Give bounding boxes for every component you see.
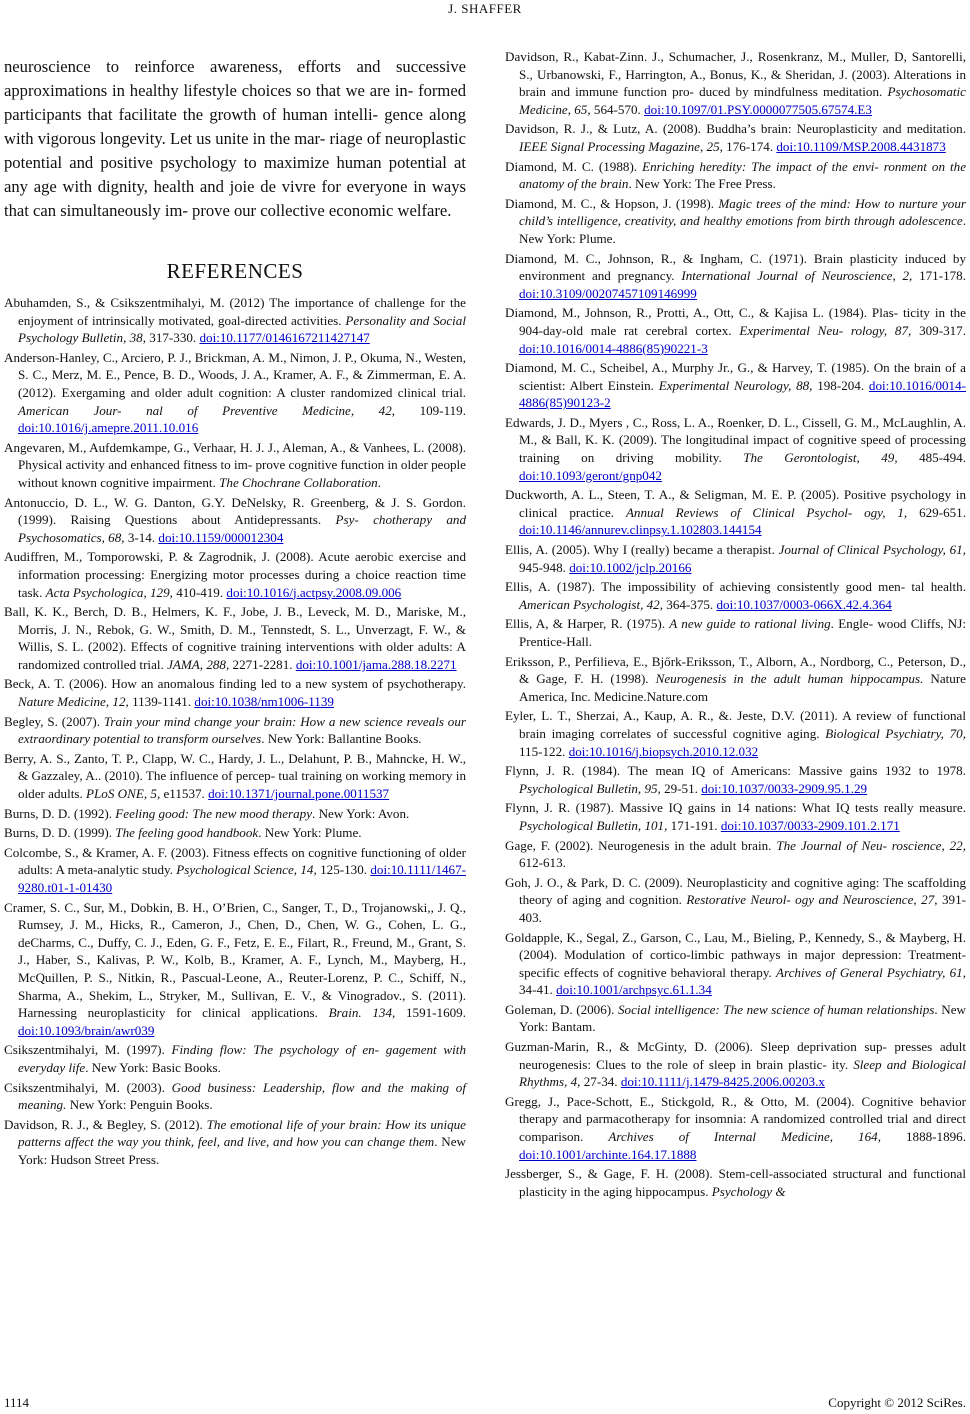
reference-pages: 1591-1609.	[395, 1005, 466, 1021]
reference-entry	[505, 414, 966, 484]
reference-entry	[505, 195, 966, 248]
doi-link[interactable]: doi:10.1016/j.amepre.2011.10.016	[18, 420, 199, 436]
reference-text: Flynn, J. R. (1984). The mean IQ of Americans: Massive gains 1932 to 1978.	[505, 763, 966, 779]
reference-text: Diamond, M., Johnson, R., Protti, A., Ott, C., & Kajisa L. (1984). Plas- ticity in the 904-day-old male rat cerebral cortex.	[505, 305, 966, 338]
doi-link[interactable]: doi:10.1037/0033-2909.95.1.29	[701, 780, 868, 796]
reference-source: International Journal of Neuroscience, 2,	[681, 268, 913, 284]
reference-text: Ellis, A. (2005). Why I (really) became a therapist.	[505, 542, 779, 558]
doi-link[interactable]: doi:10.1093/geront/gnp042	[519, 467, 662, 483]
reference-pages: 364-375.	[663, 596, 717, 612]
reference-entry	[505, 250, 966, 303]
reference-source: The feeling good handbook	[115, 825, 259, 841]
reference-pages: . New York: Ballantine Books.	[261, 731, 422, 747]
reference-entry	[505, 1165, 966, 1200]
reference-text: Angevaren, M., Aufdemkampe, G., Verhaar, H. J. J., Aleman, A., & Vanhees, L. (2008). Physical activity and enhanced fitness to im- prove cognitive function in older people without known cognitive impairment.	[4, 439, 466, 490]
reference-entry	[4, 824, 466, 842]
reference-source: The Chochrane Collaboration	[219, 474, 378, 490]
reference-entry	[505, 541, 966, 576]
running-header: J. SHAFFER	[448, 1, 522, 16]
doi-link[interactable]: doi:10.1159/000012304	[158, 529, 284, 545]
reference-pages: . New York: Plume.	[519, 213, 966, 246]
reference-text: Diamond, M. C., Johnson, R., & Ingham, C. (1971). Brain plasticity induced by environment and pregnancy.	[505, 250, 966, 284]
reference-pages: . New York: Avon.	[312, 805, 410, 821]
reference-pages: 3-14.	[124, 529, 159, 545]
reference-source: American Jour- nal of Preventive Medicine, 42,	[18, 402, 396, 418]
doi-link[interactable]: doi:10.1093/brain/awr039	[18, 1022, 155, 1038]
reference-entry	[505, 48, 966, 118]
reference-pages: 2271-2281.	[229, 656, 296, 672]
reference-entry	[505, 359, 966, 412]
reference-pages: 125-130.	[316, 862, 371, 878]
reference-entry	[4, 675, 466, 710]
reference-entry	[505, 615, 966, 650]
reference-source: Enriching heredity: The impact of the envi- ronment on the anatomy of the brain	[519, 158, 967, 192]
reference-source: Neurogenesis in the adult human hippocampus.	[655, 671, 924, 687]
references-list-right	[505, 48, 966, 1200]
reference-entry	[4, 439, 466, 492]
reference-text: Colcombe, S., & Kramer, A. F. (2003). Fitness effects on cognitive functioning of older adults: A meta-analytic study.	[4, 844, 466, 878]
reference-pages: . New York: Bantam.	[519, 1001, 966, 1035]
doi-link[interactable]: doi:10.1037/0003-066X.42.4.364	[716, 596, 892, 612]
reference-source: Psychological Bulletin, 101,	[519, 817, 668, 833]
reference-entry	[4, 1116, 466, 1169]
reference-source: Psychosomatic Medicine, 65,	[519, 84, 966, 117]
doi-link[interactable]: doi:10.1001/archinte.164.17.1888	[519, 1146, 697, 1162]
doi-link[interactable]: doi:10.1111/j.1479-8425.2006.00203.x	[620, 1074, 825, 1090]
right-column	[505, 48, 966, 1202]
reference-text: Burns, D. D. (1999).	[4, 825, 116, 841]
reference-source: Nature Medicine, 12,	[18, 694, 129, 710]
reference-text: Anderson-Hanley, C., Arciero, P. J., Brickman, A. M., Nimon, J. P., Okuma, N., Westen, S. C., Merz, M. E., Pence, B. D., Woods, J. A., Kramer, A. F., & Zimmerman, E. A. (2012). Exergaming and older adult cognition: A cluster randomized clinical trial.	[4, 349, 466, 400]
references-heading: REFERENCES	[166, 259, 304, 283]
page-number: 1114	[4, 1395, 30, 1410]
reference-text: Ellis, A. (1987). The impossibility of achieving consistently good men- tal health.	[505, 579, 966, 595]
reference-pages: 485-494.	[897, 450, 966, 466]
reference-entry	[505, 158, 966, 193]
reference-entry	[505, 653, 966, 706]
reference-source: Magic trees of the mind: How to nurture your child’s intelligence, creativity, and healthy emotions from birth through adolescence	[519, 195, 966, 229]
reference-pages: Nature America, Inc. Medicine.Nature.com	[519, 671, 966, 704]
reference-text: Burns, D. D. (1992).	[4, 805, 116, 821]
reference-source: The Gerontologist, 49,	[743, 450, 898, 466]
reference-source: Archives of General Psychiatry, 61,	[775, 964, 966, 980]
reference-pages: 629-651.	[907, 504, 966, 520]
doi-link[interactable]: doi:10.1371/journal.pone.0011537	[208, 786, 390, 802]
reference-text: Gage, F. (2002). Neurogenesis in the adult brain.	[505, 837, 777, 853]
reference-entry	[4, 349, 466, 437]
reference-source: American Psychologist, 42,	[519, 596, 664, 612]
reference-entry	[4, 494, 466, 547]
reference-entry	[4, 294, 466, 347]
reference-pages: . New York: Hudson Street Press.	[18, 1134, 466, 1167]
reference-entry	[505, 120, 966, 155]
reference-pages: 1888-1896.	[880, 1129, 966, 1145]
reference-entry	[505, 1001, 966, 1036]
reference-source: Restorative Neurol- ogy and Neuroscience, 27,	[686, 892, 938, 908]
reference-text: Edwards, J. D., Myers , C., Ross, L. A., Roenker, D. L., Cissell, G. M., McLaughlin, A. M., & Ball, K. K. (2009). The longitudinal impact of cognitive speed of processing training on driving mobility.	[505, 414, 966, 466]
reference-source: Psychological Science, 14,	[176, 862, 317, 878]
reference-pages: . Engle- wood Cliffs, NJ: Prentice-Hall.	[519, 616, 966, 649]
reference-entry	[4, 1079, 466, 1114]
doi-link[interactable]: doi:10.1016/j.actpsy.2008.09.006	[226, 584, 402, 600]
reference-text: Diamond, M. C. (1988).	[505, 158, 643, 174]
reference-source: The emotional life of your brain: How its unique patterns affect the way you think, feel, and live, and how you can change them	[18, 1116, 466, 1150]
reference-source: Feeling good: The new mood therapy	[115, 805, 313, 821]
reference-pages: 171-178.	[912, 268, 966, 284]
reference-source: PLoS ONE, 5,	[86, 786, 161, 802]
reference-source: Journal of Clinical Psychology, 61,	[778, 542, 966, 558]
reference-pages: .	[377, 474, 381, 490]
reference-text: Ellis, A, & Harper, R. (1975).	[505, 616, 670, 632]
reference-source: The Journal of Neu- roscience, 22,	[776, 837, 966, 853]
reference-pages: 198-204.	[812, 377, 869, 393]
reference-source: Social intelligence: The new science of human relationships	[618, 1001, 935, 1017]
reference-entry	[505, 304, 966, 357]
doi-link[interactable]: doi:10.1001/archpsyc.61.1.34	[556, 982, 712, 998]
doi-link[interactable]: doi:10.1016/0014-4886(85)90123-2	[519, 377, 967, 411]
reference-source: Personality and Social Psychology Bulletin, 38,	[18, 312, 466, 346]
reference-pages: 1139-1141.	[128, 694, 195, 710]
reference-pages: . New York: Basic Books.	[85, 1059, 221, 1075]
reference-source: Finding flow: The psychology of en- gagement with everyday life	[18, 1042, 466, 1075]
reference-entry	[4, 844, 466, 897]
reference-pages: e11537.	[160, 786, 209, 802]
reference-pages: 945-948.	[519, 559, 570, 575]
doi-link[interactable]: doi:10.1111/1467-9280.t01-1-01430	[18, 862, 466, 895]
doi-link[interactable]: doi:10.3109/00207457109146999	[519, 285, 697, 301]
reference-text: Goldapple, K., Segal, Z., Garson, C., Lau, M., Bieling, P., Kennedy, S., & Mayberg, H. (2004). Modulation of cortico-limbic pathways in major depression: Treatment-specific effects of cognitive behavioral therapy.	[505, 929, 966, 980]
reference-entry	[4, 713, 466, 748]
reference-pages: 612-613.	[519, 855, 566, 871]
reference-entry	[505, 874, 966, 927]
doi-link[interactable]: doi:10.1109/MSP.2008.4431873	[776, 138, 946, 154]
reference-pages: 29-51.	[660, 780, 702, 796]
left-column	[4, 55, 466, 1171]
reference-entry	[4, 750, 466, 803]
reference-text: Davidson, R., Kabat-Zinn. J., Schumacher, J., Rosenkranz, M., Muller, D, Santorelli, S., Urbanowski, F., Harrington, A., Bonus, K., & Sheridan, J. (2003). Alterations in brain and immune function pro- duced by mindfulness meditation.	[505, 49, 966, 100]
doi-link[interactable]: doi:10.1016/0014-4886(85)90221-3	[519, 340, 708, 356]
reference-entry	[4, 1041, 466, 1076]
reference-text: Davidson, R. J., & Begley, S. (2012).	[4, 1116, 207, 1132]
reference-pages: 391-403.	[519, 892, 966, 925]
reference-text: Audiffren, M., Tomporowski, P. & Zagrodnik, J. (2008). Acute aerobic exercise and information processing: Energizing motor processes during a choice reaction time task.	[4, 549, 466, 600]
reference-entry	[4, 603, 466, 673]
reference-entry	[505, 1038, 966, 1091]
reference-source: Train your mind change your brain: How a new science reveals our extraordinary potential to transform ourselves	[18, 713, 466, 747]
reference-text: Cramer, S. C., Sur, M., Dobkin, B. H., O’Brien, C., Sanger, T., D., Trojanowski,, J. Q., Rumsey, J. M., Hicks, R., Cameron, J., Chen, D., Chen, W. G., Cohen, L. G., deCharms, C., Duffy, C. J., Eden, G. F., Fetz, E. E., Filart, R., Freund, M., Grant, S. J., Haber, S., Kalivas, P. W., Kolb, B., Kramer, A. F., Lynch, M., Mayberg, H., McQuillen, P. S., Nitkin, R., Pascual-Leone, A., Reuter-Lorenz, P. C., Schiff, N., Sharma, A., Shekim, L., Stryker, M., Sullivan, E. V., & Vinogradov., S. (2011). Harnessing neuroplasticity for clinical applications.	[4, 899, 466, 1021]
reference-pages: . New York: Plume.	[258, 825, 362, 841]
reference-pages: 115-122.	[519, 743, 569, 759]
reference-text: Gregg, J., Pace-Schott, E., Stickgold, R., & Otto, M. (2004). Cognitive behavior therapy and parmacotherapy for insomnia: A randomized controlled trial and direct comparison.	[505, 1093, 966, 1145]
reference-source: Acta Psychologica, 129,	[45, 584, 173, 600]
reference-entry	[505, 578, 966, 613]
reference-text: Antonuccio, D. L., W. G. Danton, G.Y. DeNelsky, R. Greenberg, & J. S. Gordon. (1999). Raising Questions about Antidepressants.	[4, 494, 466, 528]
body-paragraph: neuroscience to reinforce awareness, efforts and successive approximations in healthy lifestyle choices so that we are in- formed participants that facilitate the growth of human intelli- gence along with vigorous longevity. Let us unite in the mar- riage of neuroplastic potential and positive psychology to maximize human potential at any age with dignity, health and joie de vivre for everyone in ways that can simultaneously im- prove our collective economic welfare.	[4, 57, 466, 220]
reference-text: Flynn, J. R. (1987). Massive IQ gains in 14 nations: What IQ tests really measure.	[505, 800, 966, 816]
reference-text: Goleman, D. (2006).	[505, 1001, 618, 1017]
reference-text: Eyler, L. T., Sherzai, A., Kaup, A. R., &. Jeste, D.V. (2011). A review of functional brain imaging correlates of successful cognitive aging.	[505, 708, 966, 741]
doi-link[interactable]: doi:10.1038/nm1006-1139	[194, 694, 334, 710]
doi-link[interactable]: doi:10.1177/0146167211427147	[199, 330, 370, 346]
reference-entry	[505, 762, 966, 797]
copyright-notice: Copyright © 2012 SciRes.	[828, 1395, 966, 1410]
reference-entry	[505, 486, 966, 539]
reference-pages: 309-317.	[911, 322, 966, 338]
reference-source: Psychological Bulletin, 95,	[519, 780, 661, 796]
reference-text: Abuhamden, S., & Csikszentmihalyi, M. (2012) The importance of challenge for the enjoyment of intrinsically motivated, goal-directed activities.	[4, 295, 466, 328]
reference-text: Begley, S. (2007).	[4, 713, 104, 729]
reference-pages: 109-119.	[395, 402, 467, 418]
reference-source: Experimental Neu- rology, 87,	[739, 322, 912, 338]
reference-text: Jessberger, S., & Gage, F. H. (2008). Stem-cell-associated structural and functional plasticity in the aging hippocampus.	[505, 1166, 966, 1199]
reference-entry	[505, 837, 966, 872]
reference-source: A new guide to rational living	[669, 616, 831, 632]
reference-entry	[4, 805, 466, 823]
reference-entry	[505, 1093, 966, 1163]
reference-source: Archives of Internal Medicine, 164,	[608, 1129, 881, 1145]
reference-text: Eriksson, P., Perfilieva, E., Bjőrk-Eriksson, T., Alborn, A., Nordborg, C., Peterson, D., & Gage, F. H. (1998).	[505, 653, 966, 687]
reference-entry	[505, 799, 966, 834]
reference-pages: 171-191.	[667, 817, 721, 833]
reference-source: Psy- chotherapy and Psychosomatics, 68,	[18, 512, 466, 545]
reference-text: Diamond, M. C., & Hopson, J. (1998).	[505, 195, 719, 211]
reference-source: Experimental Neurology, 88,	[658, 377, 813, 393]
reference-pages: New York: Penguin Books.	[66, 1097, 213, 1113]
reference-pages: 34-41.	[519, 982, 557, 998]
reference-text: Goh, J. O., & Park, D. C. (2009). Neuroplasticity and cognitive aging: The scaffolding theory of aging and cognition.	[505, 874, 966, 908]
reference-text: Beck, A. T. (2006). How an anomalous finding led to a new system of psychotherapy.	[4, 676, 466, 692]
reference-pages: 176-174.	[722, 138, 777, 154]
reference-entry	[505, 707, 966, 760]
reference-source: Biological Psychiatry, 70,	[825, 725, 966, 741]
reference-pages: 27-34.	[580, 1074, 621, 1090]
reference-text: Diamond, M. C., Scheibel, A., Murphy Jr., G., & Harvey, T. (1985). On the brain of a scientist: Albert Einstein.	[505, 360, 966, 393]
reference-source: Annual Reviews of Clinical Psychol- ogy, 1,	[625, 504, 908, 520]
doi-link[interactable]: doi:10.1146/annurev.clinpsy.1.102803.144154	[519, 522, 762, 538]
doi-link[interactable]: doi:10.1002/jclp.20166	[569, 559, 692, 575]
reference-source: IEEE Signal Processing Magazine, 25,	[519, 138, 723, 154]
reference-text: Berry, A. S., Zanto, T. P., Clapp, W. C., Hardy, J. L., Delahunt, P. B., Mahncke, H. W., & Gazzaley, A.. (2010). The influence of percep- tual training on working memory in older adults.	[4, 750, 466, 802]
reference-text: Duckworth, A. L., Steen, T. A., & Seligman, M. E. P. (2005). Positive psychology in clinical practice.	[505, 487, 966, 520]
reference-source: Brain. 134,	[328, 1005, 396, 1021]
reference-pages: 410-419.	[172, 584, 227, 600]
doi-link[interactable]: doi:10.1097/01.PSY.0000077505.67574.E3	[644, 101, 872, 117]
reference-pages: 564-570.	[590, 101, 645, 117]
reference-entry	[4, 548, 466, 601]
doi-link[interactable]: doi:10.1001/jama.288.18.2271	[295, 656, 457, 672]
reference-pages: 317-330.	[146, 330, 200, 346]
reference-text: Ball, K. K., Berch, D. B., Helmers, K. F., Jobe, J. B., Leveck, M. D., Mariske, M., Morris, J. N., Rebok, G. W., Smith, D. M., Tennstedt, S. L., Unverzagt, F. W., & Willis, S. L. (2002). Effects of cognitive training interventions with older adults: A randomized controlled trial.	[4, 604, 466, 672]
reference-entry	[505, 929, 966, 999]
reference-text: Csikszentmihalyi, M. (1997).	[4, 1042, 172, 1058]
reference-source: Sleep and Biological Rhythms, 4,	[519, 1056, 966, 1090]
references-list-left	[4, 294, 466, 1169]
doi-link[interactable]: doi:10.1016/j.biopsych.2010.12.032	[568, 743, 759, 759]
reference-text: Davidson, R. J., & Lutz, A. (2008). Buddha’s brain: Neuroplasticity and meditation.	[505, 121, 966, 137]
doi-link[interactable]: doi:10.1037/0033-2909.101.2.171	[720, 817, 900, 833]
reference-pages: . New York: The Free Press.	[628, 176, 776, 192]
reference-text: Guzman-Marin, R., & McGinty, D. (2006). Sleep deprivation sup- presses adult neurogenesis: Clues to the role of sleep in brain plastic- ity.	[505, 1039, 966, 1072]
reference-text: Csikszentmihalyi, M. (2003).	[4, 1079, 172, 1095]
reference-source: JAMA, 288,	[167, 656, 230, 672]
reference-entry	[4, 899, 466, 1040]
reference-source: Good business: Leadership, flow and the making of meaning.	[18, 1079, 466, 1113]
reference-source: Psychology &	[711, 1183, 786, 1199]
